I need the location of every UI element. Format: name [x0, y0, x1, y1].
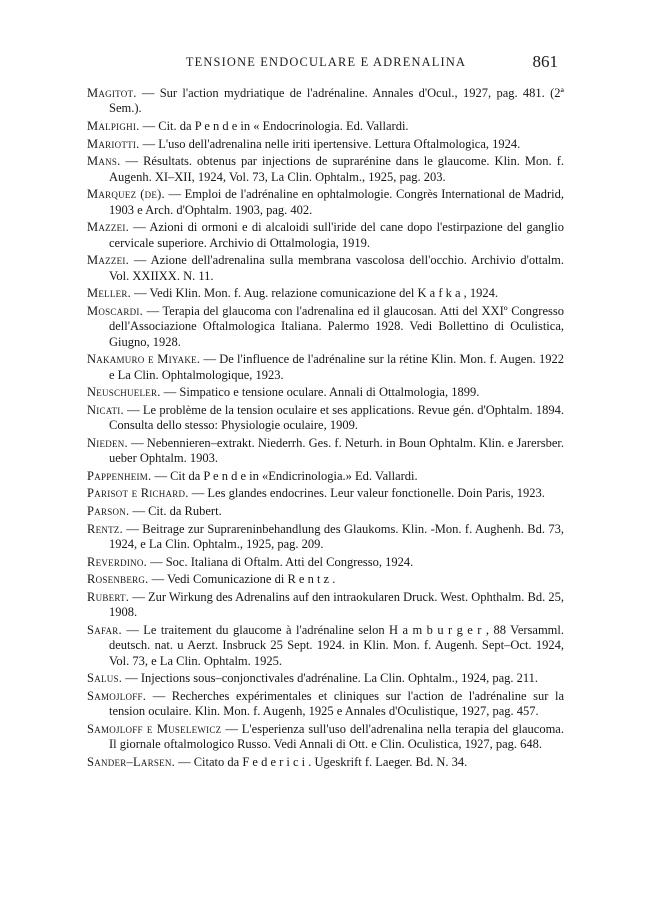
entry-author: Neuschueler.: [87, 385, 161, 400]
entry-citation: — Nebennieren–extrakt. Niederrh. Ges. f. Neturh. in Boun Ophtalm. Klin. e Jarersber. ueber Ophtalm. 1903.: [109, 435, 564, 466]
bibliography-list: [87, 86, 564, 772]
bibliography-entry: [87, 86, 564, 117]
bibliography-entry: [87, 555, 564, 570]
bibliography-entry: [87, 286, 564, 301]
bibliography-entry: [87, 486, 564, 501]
running-header: [88, 52, 564, 76]
entry-author: Samojloff e Muselewicz: [87, 721, 222, 736]
entry-citation: — Cit. da P e n d e in « Endocrinologia. Ed. Vallardi.: [139, 119, 409, 133]
entry-author: Marquez (de).: [87, 187, 165, 202]
entry-citation: — Zur Wirkung des Adrenalins auf den intraokularen Druck. West. Ophthalm. Bd. 25, 1908.: [109, 589, 564, 620]
entry-citation: — Le traitement du glaucome à l'adrénaline selon H a m b u r g e r , 88 Versamml. deutsch. nat. u Aerzt. Insbruck 25 Sept. 1924. in Klin. Mon. f. Augenh. Sept–Oct. 1924, Vol. 73, e La Clin. Ophtalm. 1925.: [109, 622, 564, 668]
entry-citation: — Sur l'action mydriatique de l'adrénaline. Annales d'Ocul., 1927, pag. 481. (2ª Sem.).: [109, 86, 564, 116]
bibliography-entry: [87, 137, 564, 152]
entry-citation: — Emploi de l'adrénaline en ophtalmologie. Congrès International de Madrid, 1903 e Arch. d'Ophtalm. 1903, pag. 402.: [109, 187, 565, 217]
entry-citation: — L'esperienza sull'uso dell'adrenalina nella terapia del glaucoma. Il giornale oftalmologico Russo. Vedi Annali di Ott. e Clin. Oculistica, 1927, pag. 648.: [109, 721, 564, 752]
entry-author: Safar.: [87, 622, 122, 637]
entry-citation: — Vedi Comunicazione di R e n t z .: [148, 572, 336, 587]
entry-author: Reverdino.: [87, 554, 147, 569]
entry-citation: — Cit. da Rubert.: [129, 503, 222, 518]
entry-author: Rosenberg.: [87, 572, 149, 587]
bibliography-entry: [87, 436, 564, 467]
bibliography-entry: [87, 504, 564, 519]
running-title: TENSIONE ENDOCULARE E ADRENALINA: [185, 55, 467, 69]
entry-author: Rubert.: [87, 589, 130, 604]
bibliography-entry: [87, 154, 564, 185]
entry-author: Rentz.: [87, 521, 123, 536]
entry-citation: — Beitrage zur Suprareninbehandlung des Glaukoms. Klin. -Mon. f. Aughenh. Bd. 73, 1924, e La Clin. Ophtalm., 1925, pag. 209.: [109, 521, 564, 551]
bibliography-entry: [87, 689, 564, 720]
entry-author: Nicati.: [87, 402, 124, 417]
entry-citation: — Vedi Klin. Mon. f. Aug. relazione comunicazione del K a f k a , 1924.: [130, 286, 499, 301]
entry-author: Mariotti.: [87, 136, 140, 151]
bibliography-entry: [87, 220, 564, 251]
bibliography-entry: [87, 253, 564, 284]
entry-author: Pappenheim.: [87, 468, 152, 483]
entry-author: Malpighi.: [87, 119, 140, 133]
entry-citation: — Le problème de la tension oculaire et ses applications. Revue gén. d'Ophtalm. 1894. Consulta dello stesso: Physiologie oculaire, 1909.: [109, 402, 564, 433]
entry-citation: — De l'influence de l'adrénaline sur la rétine Klin. Mon. f. Augen. 1922 e La Clin. Ophtalmologique, 1923.: [109, 352, 565, 382]
entry-author: Nieden.: [87, 435, 128, 450]
entry-author: Samojloff.: [87, 688, 147, 703]
entry-citation: — Recherches expérimentales et cliniques sur l'action de l'adrénaline sur la tension oculaire. Klin. Mon. f. Augenh, 1925 e Annales d'Oculistique, 1927, pag. 457.: [109, 688, 564, 719]
entry-citation: — Soc. Italiana di Oftalm. Atti del Congresso, 1924.: [146, 554, 414, 569]
entry-author: Mazzei.: [87, 253, 129, 268]
entry-citation: — Les glandes endocrines. Leur valeur fonctionelle. Doin Paris, 1923.: [188, 486, 545, 501]
bibliography-entry: [87, 522, 564, 553]
entry-author: Parisot e Richard.: [87, 486, 189, 501]
entry-author: Magitot.: [87, 86, 137, 100]
bibliography-entry: [87, 385, 564, 400]
bibliography-entry: [87, 623, 564, 669]
entry-author: Meller.: [87, 286, 131, 301]
bibliography-entry: [87, 187, 564, 218]
page-number: 861: [532, 52, 558, 71]
entry-author: Salus.: [87, 671, 123, 686]
entry-citation: — Citato da F e d e r i c i . Ugeskrift f. Laeger. Bd. N. 34.: [174, 754, 468, 769]
entry-citation: — Azioni di ormoni e di alcaloidi sull'iride del cane dopo l'estirpazione del ganglio cervicale superiore. Archivio di Ottalmologia, 1919.: [109, 220, 564, 250]
bibliography-entry: [87, 722, 564, 753]
bibliography-entry: [87, 671, 564, 686]
entry-author: Parson.: [87, 503, 130, 518]
bibliography-entry: [87, 755, 564, 770]
entry-citation: — Cit da P e n d e in «Endicrinologia.» Ed. Vallardi.: [151, 468, 418, 483]
entry-citation: — Terapia del glaucoma con l'adrenalina ed il glaucosan. Atti del XXIº Congresso dell'Associazione Oftalmologica Italiana. Palermo 1928. Vedi Bollettino di Oculistica, Giugno, 1928.: [109, 303, 564, 349]
entry-citation: — Simpatico e tensione oculare. Annali di Ottalmologia, 1899.: [160, 385, 480, 400]
entry-author: Sander–Larsen.: [87, 754, 175, 769]
entry-citation: — L'uso dell'adrenalina nelle iriti ipertensive. Lettura Oftalmologica, 1924.: [139, 136, 521, 151]
entry-author: Mans.: [87, 154, 121, 169]
bibliography-entry: [87, 403, 564, 434]
bibliography-entry: [87, 469, 564, 484]
entry-author: Mazzei.: [87, 220, 129, 235]
bibliography-entry: [87, 119, 564, 134]
bibliography-entry: [87, 572, 564, 587]
bibliography-entry: [87, 352, 564, 383]
entry-citation: — Injections sous–conjonctivales d'adrénaline. La Clin. Ophtalm., 1924, pag. 211.: [122, 671, 539, 686]
bibliography-entry: [87, 304, 564, 350]
entry-author: Nakamuro e Miyake.: [87, 352, 201, 367]
entry-author: Moscardi.: [87, 303, 143, 318]
entry-citation: — Résultats. obtenus par injections de suprarénine dans le glaucome. Klin. Mon. f. Augenh. XI–XII, 1924, Vol. 73, La Clin. Ophtalm., 1925, pag. 203.: [109, 154, 564, 184]
bibliography-entry: [87, 590, 564, 621]
entry-citation: — Azione dell'adrenalina sulla membrana vascolosa dell'occhio. Archivio d'ottalm. Vol. XXIIXX. N. 11.: [109, 253, 564, 283]
